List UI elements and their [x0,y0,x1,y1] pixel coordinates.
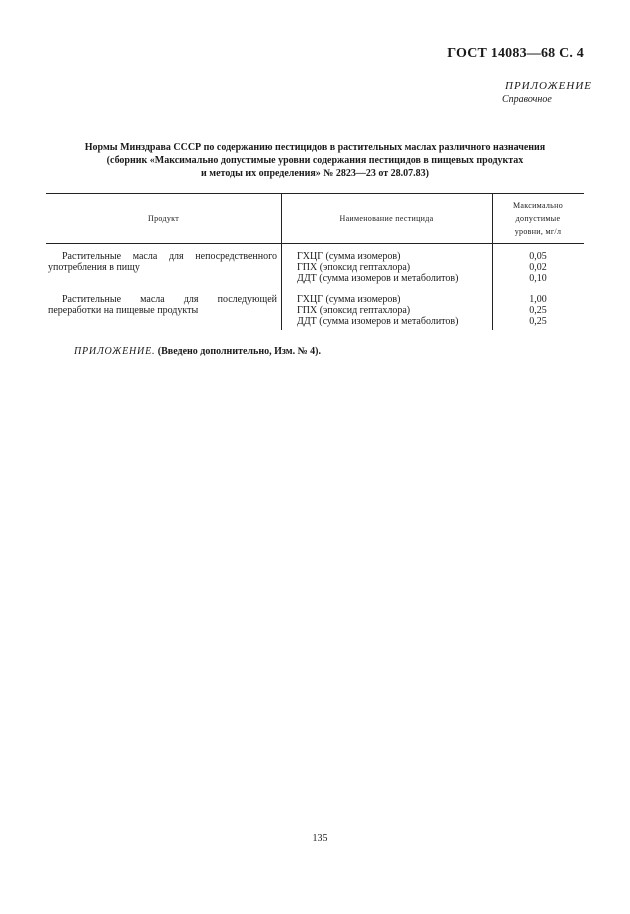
column-header-max-level [492,199,584,238]
column-header-pesticide: Наименование пестицида [339,214,434,223]
max-level-value: 0,02 [529,262,547,273]
pesticide-cell: ГХЦГ (сумма изомеров) [297,294,401,305]
pesticide-cell: ДДТ (сумма изомеров и метаболитов) [297,316,459,327]
standard-reference-header: ГОСТ 14083—68 С. 4 [447,46,584,61]
pesticide-cell: ГПХ (эпоксид гептахлора) [297,305,411,316]
table-header-rule [46,243,584,244]
pesticide-cell: ГХЦГ (сумма изомеров) [297,251,401,262]
max-level-value: 0,25 [529,316,547,327]
table-top-rule [46,193,584,194]
amendment-note-text: (Введено дополнительно, Изм. № 4). [157,346,321,357]
column-header-max-level-line-1: Максимально [512,201,564,210]
column-header-max-level-line-3: уровни, мг/л [514,227,562,236]
amendment-note-label: ПРИЛОЖЕНИЕ. [74,346,156,357]
max-level-value: 0,05 [529,251,547,262]
column-header-product: Продукт [148,214,179,223]
title-line-2: (сборник «Максимально допустимые уровни содержания пестицидов в пищевых продуктах [106,155,524,166]
title-line-3: и методы их определения» № 2823—23 от 28.07.83) [201,168,429,179]
max-level-value: 0,25 [529,305,547,316]
max-level-value: 1,00 [529,294,547,305]
product-cell: Растительные масла для последующей переработки на пищевые продукты [48,294,277,316]
title-line-1: Нормы Минздрава СССР по содержанию пестицидов в растительных маслах различного назначения [84,142,546,153]
amendment-note [74,346,321,357]
pesticide-cell: ГПХ (эпоксид гептахлора) [297,262,411,273]
page-number: 135 [312,833,328,844]
max-level-value: 0,10 [529,273,547,284]
pesticide-cell: ДДТ (сумма изомеров и метаболитов) [297,273,459,284]
appendix-label: ПРИЛОЖЕНИЕ [505,80,592,92]
product-cell: Растительные масла для непосредственного употребления в пищу [48,251,277,273]
document-title [46,141,584,180]
column-header-max-level-line-2: допустимые [515,214,561,223]
appendix-type: Справочное [502,94,552,105]
